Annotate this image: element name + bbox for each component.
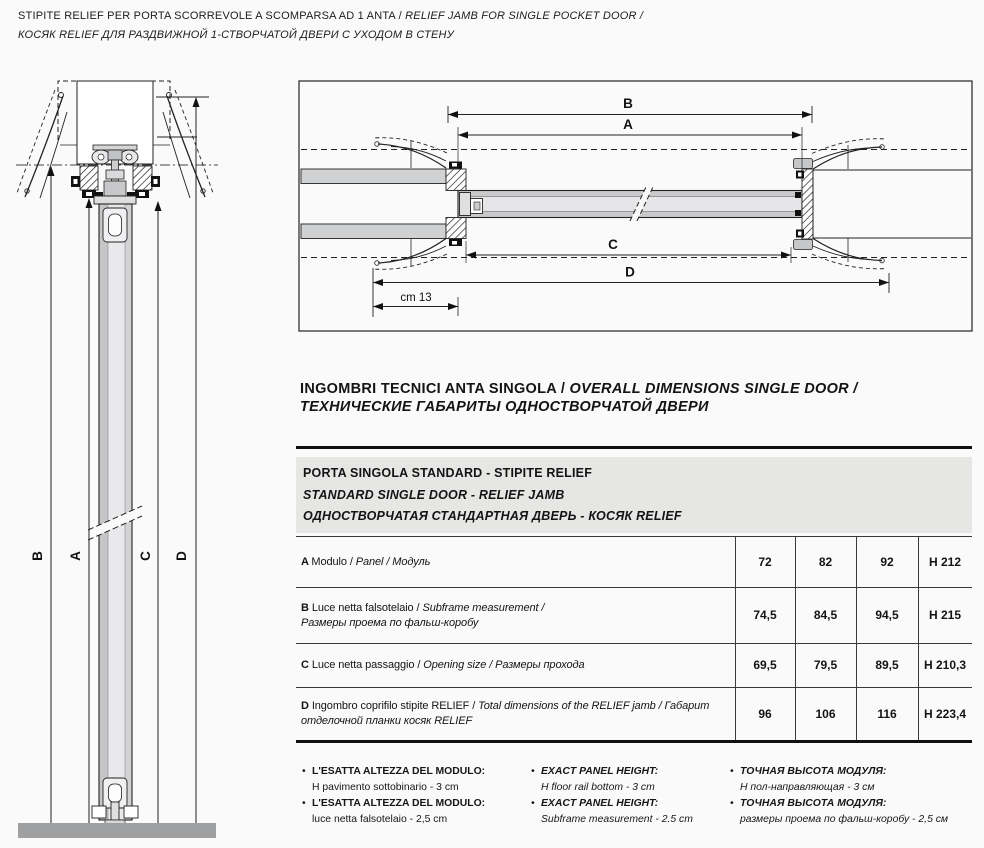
note-body: Н пол-направляющая - 3 см [740,781,875,793]
relief-profile-left [17,90,67,198]
table-row-label-b [301,588,731,643]
section-title-line2: ТЕХНИЧЕСКИЕ ГАБАРИТЫ ОДНОСТВОРЧАТОЙ ДВЕРИ [300,399,709,415]
relief-profile-plan-right [812,139,886,269]
note-item [730,764,975,795]
bullet-icon: • [302,798,306,809]
note-item [730,796,975,827]
door-panel-section [94,192,136,820]
table-header-line2: STANDARD SINGLE DOOR - RELIEF JAMB [303,487,565,502]
cell-c-4: H 210,3 [923,658,967,672]
wall-right [813,170,971,238]
cell-b-2: 84,5 [813,608,838,622]
roller-carriage [92,145,138,196]
row-a-line1: A Modulo / Panel / Модуль [301,555,431,568]
row-d-line1: D Ingombro coprifilo stipite RELIEF / Total dimensions of the RELIEF jamb / Габарит [301,700,710,712]
note-body: H floor rail bottom - 3 cm [541,781,655,793]
cell-a-92: 92 [880,555,894,569]
table-row-label-a [301,537,731,587]
note-head: EXACT PANEL HEIGHT: [541,798,659,809]
cell-a-82: 82 [818,555,833,569]
table-row-label-c [301,644,731,687]
bullet-icon: • [531,766,535,777]
note-item [531,796,726,827]
dim-line-c-vert [155,201,162,823]
cell-c-3: 89,5 [875,658,899,672]
dim-line-b-vert [48,166,55,823]
cell-b-1: 74,5 [753,608,777,622]
row-b-line2: Размеры проема по фальш-коробу [301,616,479,629]
note-body: Subframe measurement - 2.5 cm [541,813,693,825]
notes-column-it [302,764,522,828]
doc-header-line1: STIPITE RELIEF PER PORTA SCORREVOLE A SCOMPARSA AD 1 ANTA / RELIEF JAMB FOR SINGLE POCKET DOOR / [18,10,644,22]
dim-line-a-plan [458,127,802,168]
section-title [300,380,960,416]
note-head: EXACT PANEL HEIGHT: [541,766,659,777]
dim-label-cm13: cm 13 [400,292,432,304]
cell-c-1: 69,5 [753,658,777,672]
dim-line-c-plan [466,241,791,263]
row-c-line1: C Luce netta passaggio / Opening size / Размеры прохода [301,659,585,671]
section-drawing [14,58,226,844]
row-d-line2: отделочной планки косяк RELIEF [301,715,473,727]
cell-d-2: 106 [815,707,836,721]
bullet-icon: • [531,798,535,809]
cell-d-1: 96 [758,707,772,721]
table-row-label-d [301,688,731,740]
door-panel-plan [458,191,802,218]
note-head: L'ESATTA ALTEZZA DEL MODULO: [312,766,486,777]
table-bottom-rule [296,740,972,743]
dim-line-d-vert [156,97,209,823]
relief-profile-right [163,90,213,198]
cell-c-2: 79,5 [813,658,838,672]
cell-d-3: 116 [877,707,897,721]
cell-d-4: H 223,4 [923,707,967,721]
pocket-wall-left [301,169,446,239]
section-title-line1: INGOMBRI TECNICI ANTA SINGOLA / OVERALL DIMENSIONS SINGLE DOOR / [300,381,858,397]
cell-b-3: 94,5 [875,608,899,622]
table-header-line1: PORTA SINGOLA STANDARD - STIPITE RELIEF [303,466,593,480]
bullet-icon: • [730,798,734,809]
table-top-rule [296,446,972,449]
dim-label-b-section: B [30,551,45,561]
dim-label-b-plan: B [623,96,633,111]
plan-drawing [296,78,976,336]
dim-line-a-vert [86,198,93,823]
table-header-line3: ОДНОСТВОРЧАТАЯ СТАНДАРТНАЯ ДВЕРЬ - КОСЯК RELIEF [303,509,682,523]
cell-b-4: H 215 [928,608,962,622]
note-head: ТОЧНАЯ ВЫСОТА МОДУЛЯ: [740,766,887,777]
cell-a-72: 72 [758,555,772,569]
floor-band [18,823,216,838]
dim-label-c-section: C [138,551,153,561]
note-item [302,764,522,795]
notes-column-en [531,764,726,828]
note-body: H pavimento sottobinario - 3 cm [312,781,459,793]
dim-label-a-plan: A [623,117,633,132]
dim-label-d-section: D [174,551,189,561]
note-body: luce netta falsotelaio - 2,5 cm [312,813,448,825]
row-b-line1: B Luce netta falsotelaio / Subframe measurement / [301,601,545,614]
cell-a-h: H 212 [928,555,962,569]
dim-label-c-plan: C [608,237,618,252]
bullet-icon: • [302,766,306,777]
relief-profile-plan-left [373,138,447,270]
dim-label-a-section: A [68,551,83,561]
doc-header [18,7,658,45]
bullet-icon: • [730,766,734,777]
note-item [531,764,726,795]
note-body: размеры проема по фальш-коробу - 2,5 см [740,813,949,825]
note-item [302,796,522,827]
table-header [296,457,972,533]
dim-label-d-plan: D [625,264,635,280]
doc-header-line2: КОСЯК RELIEF ДЛЯ РАЗДВИЖНОЙ 1-СТВОРЧАТОЙ ДВЕРИ С УХОДОМ В СТЕНУ [18,29,454,41]
note-head: ТОЧНАЯ ВЫСОТА МОДУЛЯ: [740,798,887,809]
note-head: L'ESATTA ALTEZZA DEL MODULO: [312,798,486,809]
notes-column-ru [730,764,975,828]
